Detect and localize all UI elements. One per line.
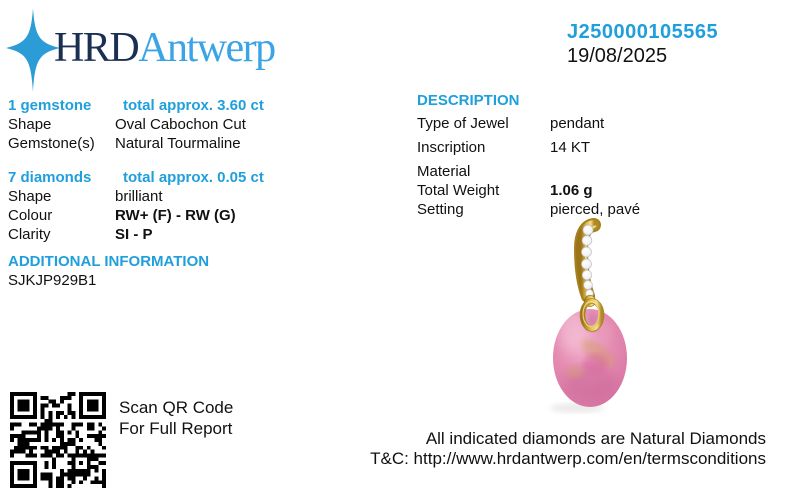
description-column — [417, 91, 777, 219]
row-value: pierced, pavé — [550, 201, 641, 218]
gemstone-total-carat: total approx. 3.60 ct — [123, 97, 264, 114]
qr-caption-line1: Scan QR Code — [119, 398, 234, 417]
qr-caption — [119, 397, 233, 439]
row-label: Shape — [8, 188, 52, 205]
row-label: Total Weight — [417, 182, 500, 199]
report-id-block — [567, 20, 718, 68]
diamond-count: 7 diamonds — [8, 169, 92, 186]
gemstone-section-heading — [8, 96, 398, 115]
natural-diamonds-note: All indicated diamonds are Natural Diamonds — [425, 429, 766, 448]
gemstone-type-row — [8, 134, 398, 153]
row-value: SI - P — [115, 226, 153, 243]
row-value: 1.06 g — [550, 182, 593, 199]
row-value: 14 KT — [550, 139, 591, 156]
row-label: Clarity — [8, 226, 51, 243]
hrd-antwerp-logo — [2, 6, 302, 96]
gemstone-shape-row — [8, 115, 398, 134]
diamond-total-carat: total approx. 0.05 ct — [123, 169, 264, 186]
report-date: 19/08/2025 — [567, 45, 668, 67]
logo-text-antwerp: Antwerp — [138, 25, 275, 71]
footer-notes — [370, 429, 766, 468]
row-label: Shape — [8, 116, 52, 133]
row-label: Inscription — [417, 139, 486, 156]
diamond-clarity-row — [8, 225, 398, 244]
row-label: Type of Jewel — [417, 115, 509, 132]
additional-information-heading: ADDITIONAL INFORMATION — [8, 253, 210, 270]
gemstone-count: 1 gemstone — [8, 97, 92, 114]
report-number: J250000105565 — [567, 21, 719, 43]
row-label: Setting — [417, 201, 464, 218]
pendant-image — [535, 212, 655, 417]
row-value: Oval Cabochon Cut — [115, 116, 246, 133]
material-row — [417, 162, 777, 181]
row-value: brilliant — [115, 188, 163, 205]
logo-text-hrd: HRD — [54, 25, 139, 71]
diamond-section-heading — [8, 168, 398, 187]
row-value: RW+ (F) - RW (G) — [115, 207, 236, 224]
additional-information-value: SJKJP929B1 — [8, 272, 97, 289]
inscription-row — [417, 138, 777, 157]
diamond-colour-row — [8, 206, 398, 225]
row-label: Colour — [8, 207, 53, 224]
row-value: Natural Tourmaline — [115, 135, 241, 152]
qr-caption-line2: For Full Report — [119, 419, 233, 438]
description-heading: DESCRIPTION — [417, 92, 520, 109]
terms-conditions-url: T&C: http://www.hrdantwerp.com/en/termsconditions — [370, 448, 766, 468]
qr-code — [10, 392, 106, 488]
row-label: Gemstone(s) — [8, 135, 95, 152]
total-weight-row — [417, 181, 777, 200]
logo-wordmark — [54, 24, 275, 72]
type-of-jewel-row — [417, 114, 777, 133]
left-column — [8, 96, 398, 290]
row-label: Material — [417, 163, 471, 180]
row-value: pendant — [550, 115, 605, 132]
diamond-shape-row — [8, 187, 398, 206]
